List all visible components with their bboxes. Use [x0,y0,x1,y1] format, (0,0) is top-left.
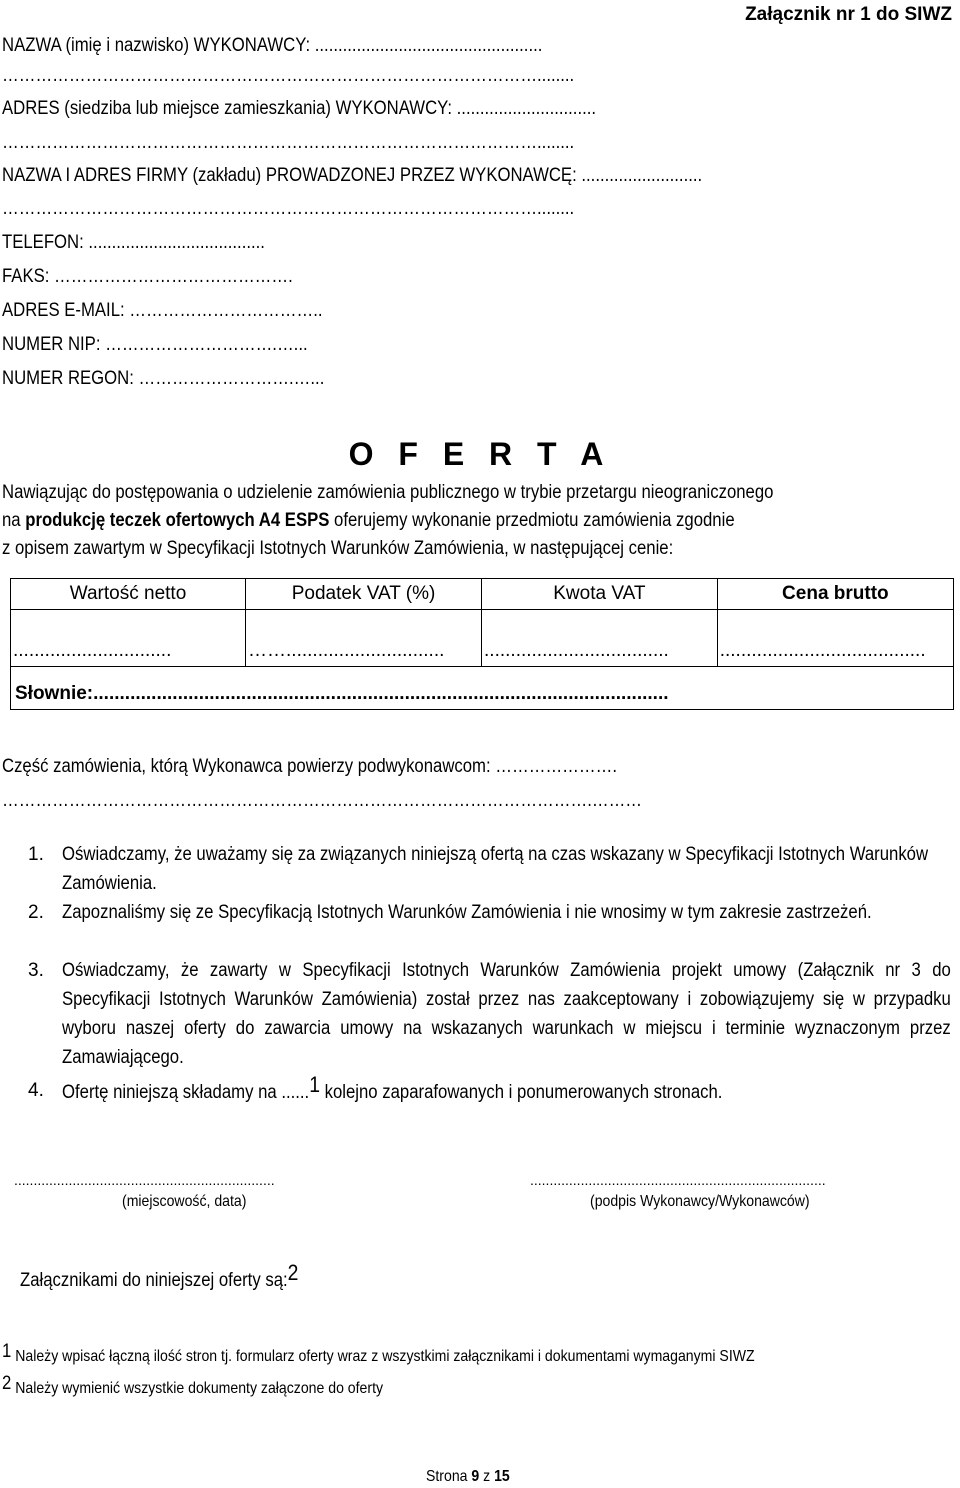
statement-1-number: 1. [28,844,44,865]
gross-price-input[interactable]: ....................................... [717,610,953,667]
footnote-1-text: Należy wpisać łączną ilość stron tj. formularz oferty wraz z wszystkimi załącznikami i dokumentami wymaganymi SIWZ [15,1348,755,1365]
annex-label: Załącznik nr 1 do SIWZ [745,4,952,25]
vat-rate-input[interactable]: …….............................. [246,610,482,667]
total-pages: 15 [494,1468,510,1485]
contractor-address-continuation[interactable]: ……………………………………………………………………………………........ [2,132,575,153]
regon-field[interactable]: NUMER REGON: ……………………….…... [2,368,325,389]
header-gross-price: Cena brutto [717,579,953,610]
statement-3-number: 3. [28,960,44,981]
header-net-value: Wartość netto [11,579,246,610]
fax-field[interactable]: FAKS: ……………………………………. [2,266,293,287]
footnote-2-text: Należy wymienić wszystkie dokumenty załączone do oferty [15,1380,384,1397]
attachments-label: Załącznikami do niniejszej oferty są:2 [20,1260,299,1291]
footnote-1-mark: 1 [2,1341,12,1362]
place-date-label: (miejscowość, data) [122,1193,247,1210]
statement-2-number: 2. [28,902,44,923]
email-field[interactable]: ADRES E-MAIL: …………………………….. [2,300,323,321]
contractor-name-continuation[interactable]: ……………………………………………………………………………………........ [2,65,575,86]
contractor-name-field[interactable]: NAZWA (imię i nazwisko) WYKONAWCY: ................................................. [2,35,543,56]
net-value-input[interactable]: .............................. [11,610,246,667]
statement-3-text: Oświadczamy, że zawarty w Specyfikacji Istotnych Warunków Zamówienia projekt umowy (Załącznik nr 3 do Specyfikacji Istotnych Warunków Zamówienia) został przez nas zaakceptowany i zobowiązujemy się w przypadku wyboru naszej oferty do zawarcia umowy na wskazanych warunkach w miejscu i terminie wyznaczonym przez Zamawiającego. [62,960,951,1068]
price-table-value-row [11,610,954,667]
price-in-words-input[interactable]: Słownie:............................................................................................................. [11,667,954,710]
offer-title: O F E R T A [348,436,612,472]
statement-4-number: 4. [28,1080,44,1101]
contractor-address-field[interactable]: ADRES (siedziba lub miejsce zamieszkania) WYKONAWCY: .............................. [2,98,597,119]
vat-amount-input[interactable]: ................................... [482,610,718,667]
current-page: 9 [471,1468,480,1485]
company-field[interactable]: NAZWA I ADRES FIRMY (zakładu) PROWADZONEJ PRZEZ WYKONAWCĘ: .......................... [2,165,703,186]
intro-line-1: Nawiązując do postępowania o udzielenie zamówienia publicznego w trybie przetargu nieograniczonego [2,482,774,503]
page-number: Strona 9 z 15 [426,1468,510,1485]
place-date-dots[interactable]: ................................................................... [14,1172,275,1188]
phone-field[interactable]: TELEFON: ...................................... [2,232,265,253]
intro-line-3: z opisem zawartym w Specyfikacji Istotnych Warunków Zamówienia, w następującej cenie: [2,538,674,559]
intro-line-2: na produkcję teczek ofertowych A4 ESPS oferujemy wykonanie przedmiotu zamówienia zgodnie [2,510,735,531]
statement-2-text: Zapoznaliśmy się ze Specyfikacją Istotnych Warunków Zamówienia i nie wnosimy w tym zakresie zastrzeżeń. [62,902,872,923]
statement-4-text: Ofertę niniejszą składamy na ......1 kolejno zaparafowanych i ponumerowanych stronach. [62,1072,723,1103]
company-continuation[interactable]: ……………………………………………………………………………………........ [2,198,575,219]
footnote-1-ref: 1 [309,1072,320,1097]
footnote-2 [2,1373,384,1399]
signature-label: (podpis Wykonawcy/Wykonawców) [590,1193,810,1210]
subcontract-line-2[interactable]: …………………………………………………………………………………………….……… [2,790,643,811]
footnote-1 [2,1341,755,1367]
signature-dots[interactable]: ............................................................................ [530,1172,826,1188]
price-table [10,578,954,710]
statement-1-text: Oświadczamy, że uważamy się za związanych niniejszą ofertą na czas wskazany w Specyfikacji Istotnych Warunków Zamówienia. [62,844,929,894]
price-table-header-row [11,579,954,610]
header-vat-amount: Kwota VAT [482,579,718,610]
nip-field[interactable]: NUMER NIP: ………………………….…... [2,334,308,355]
price-in-words-row [11,667,954,710]
header-vat-rate: Podatek VAT (%) [246,579,482,610]
subcontract-line-1[interactable]: Część zamówienia, którą Wykonawca powierzy podwykonawcom: …………………. [2,756,617,777]
footnote-2-ref: 2 [287,1260,299,1285]
footnote-2-mark: 2 [2,1373,12,1394]
subject-of-order: produkcję teczek ofertowych A4 ESPS [25,510,330,531]
